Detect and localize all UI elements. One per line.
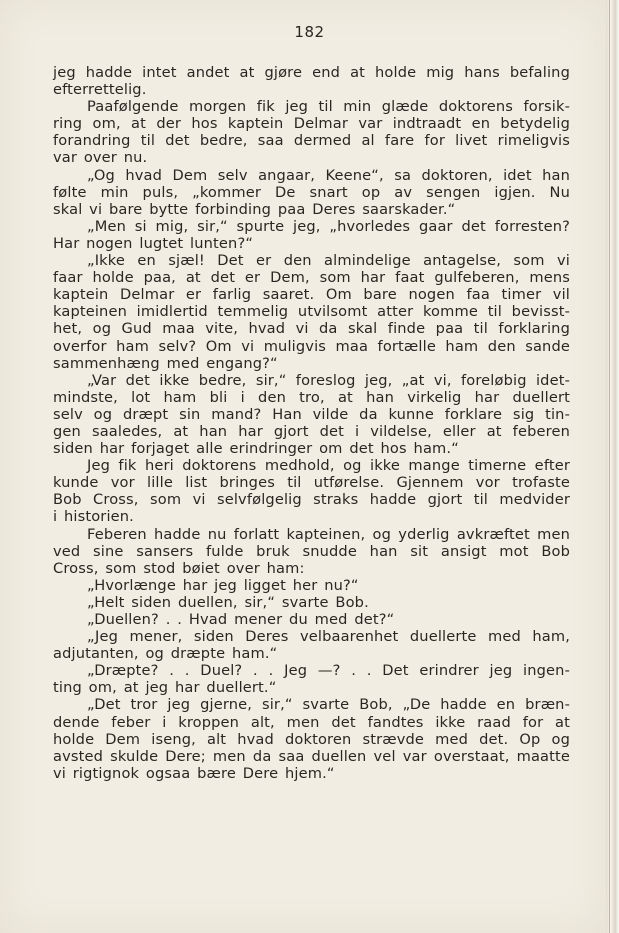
text-line: „Ikke en sjæl! Det er den almindelige antagelse, som vi xyxy=(87,252,570,270)
text-line: Har nogen lugtet lunten?“ xyxy=(53,234,254,252)
page-number: 182 xyxy=(294,23,325,41)
text-line: følte min puls, „kommer De snart op av sengen igjen. Nu xyxy=(53,183,570,201)
text-line: „Men si mig, sir,“ spurte jeg, „hvorledes gaar det forresten? xyxy=(87,217,570,235)
text-line: skal vi bare bytte forbinding paa Deres saarskader.“ xyxy=(53,200,456,218)
text-line: ring om, at der hos kaptein Delmar var indtraadt en betydelig xyxy=(53,115,570,133)
text-line: ting om, at jeg har duellert.“ xyxy=(53,679,277,697)
text-line: Paafølgende morgen fik jeg til min glæde doktorens forsik- xyxy=(87,98,570,116)
text-line: i historien. xyxy=(53,508,134,526)
text-line: overfor ham selv? Om vi muligvis maa fortælle ham den sande xyxy=(53,337,570,355)
text-line: „Og hvad Dem selv angaar, Keene“, sa doktoren, idet han xyxy=(87,166,570,184)
text-line: het, og Gud maa vite, hvad vi da skal finde paa til forklaring xyxy=(53,320,570,338)
text-line: Bob Cross, som vi selvfølgelig straks hadde gjort til medvider xyxy=(53,491,570,509)
text-line: gen saaledes, at han har gjort det i vildelse, eller at feberen xyxy=(53,422,570,440)
text-line: avsted skulde Dere; men da saa duellen vel var overstaat, maatte xyxy=(53,747,570,765)
text-line: sammenhæng med engang?“ xyxy=(53,354,278,372)
text-line: kaptein Delmar er farlig saaret. Om bare nogen faa timer vil xyxy=(53,286,570,304)
text-line: faar holde paa, at det er Dem, som har faat gulfeberen, mens xyxy=(53,269,570,287)
text-line: ved sine sansers fulde bruk snudde han sit ansigt mot Bob xyxy=(53,542,570,560)
text-line: forandring til det bedre, saa dermed al fare for livet rimeligvis xyxy=(53,132,570,150)
text-line: siden har forjaget alle erindringer om det hos ham.“ xyxy=(53,440,459,458)
text-line: selv og dræpt sin mand? Han vilde da kunne forklare sig tin- xyxy=(53,405,570,423)
text-line: „Hvorlænge har jeg ligget her nu?“ xyxy=(87,576,359,594)
text-line: Jeg fik heri doktorens medhold, og ikke mange timerne efter xyxy=(87,457,570,475)
text-line: Feberen hadde nu forlatt kapteinen, og yderlig avkræftet men xyxy=(87,525,570,543)
page-edge-line xyxy=(609,0,610,933)
text-line: vi rigtignok ogsaa bære Dere hjem.“ xyxy=(53,764,335,782)
text-line: „Dræpte? . . Duel? . . Jeg —? . . Det erindrer jeg ingen- xyxy=(87,662,570,680)
text-line: „Duellen? . . Hvad mener du med det?“ xyxy=(87,611,395,628)
text-line: var over nu. xyxy=(53,149,148,167)
text-line: efterrettelig. xyxy=(53,81,147,99)
text-line: „Helt siden duellen, sir,“ svarte Bob. xyxy=(87,593,369,611)
page-edge xyxy=(606,0,619,933)
text-line: Cross, som stod bøiet over ham: xyxy=(53,559,305,577)
text-line: jeg hadde intet andet at gjøre end at holde mig hans befaling xyxy=(53,64,570,81)
text-line: kunde vor lille list bringes til utførelse. Gjennem vor trofaste xyxy=(53,474,570,492)
text-line: „Det tror jeg gjerne, sir,“ svarte Bob, „De hadde en bræn- xyxy=(87,696,570,714)
text-line: kapteinen imidlertid temmelig utvilsomt atter komme til bevisst- xyxy=(53,303,570,321)
text-line: holde Dem iseng, alt hvad doktoren strævde med det. Op og xyxy=(53,730,570,748)
text-line: „Var det ikke bedre, sir,“ foreslog jeg, „at vi, foreløbig idet- xyxy=(87,371,570,389)
text-body xyxy=(53,64,570,782)
text-line: mindste, lot ham bli i den tro, at han virkelig har duellert xyxy=(53,388,570,406)
text-line: adjutanten, og dræpte ham.“ xyxy=(53,645,278,663)
text-line: „Jeg mener, siden Deres velbaarenhet duellerte med ham, xyxy=(87,628,570,646)
text-line: dende feber i kroppen alt, men det fandtes ikke raad for at xyxy=(53,713,570,731)
